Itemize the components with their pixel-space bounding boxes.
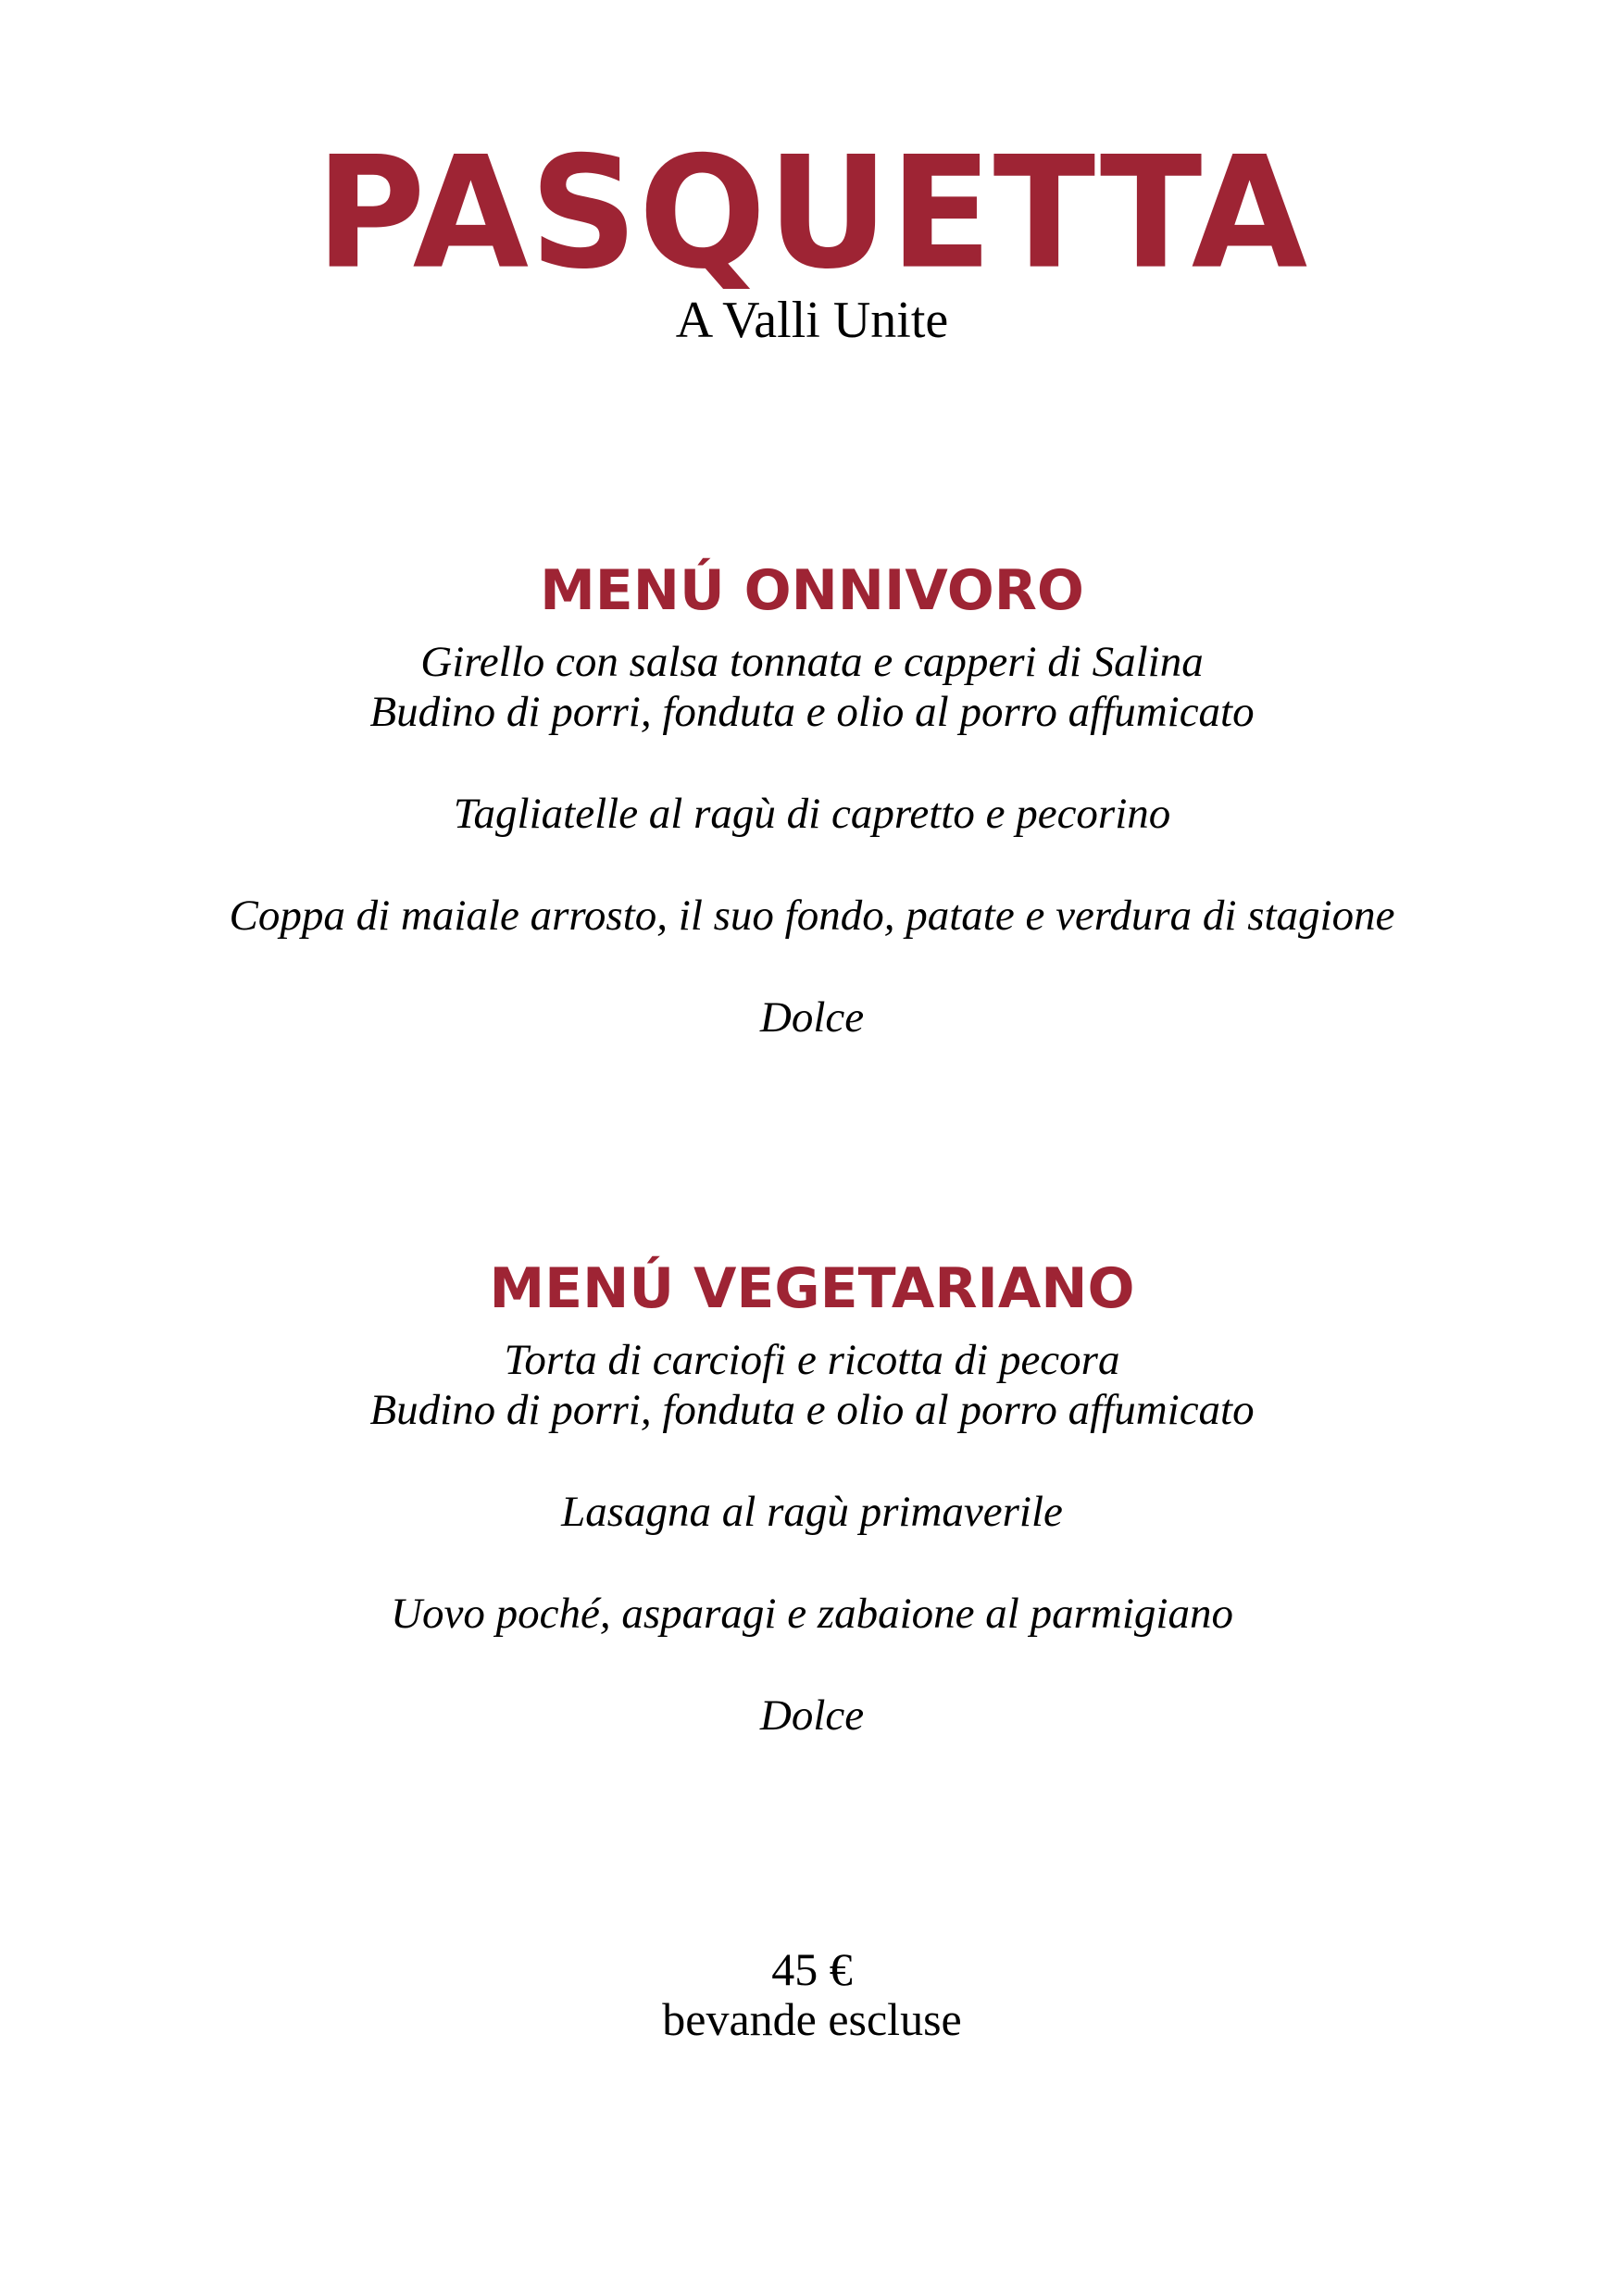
page-title: PASQUETTA	[315, 124, 1309, 304]
dish-item: Lasagna al ragù primaverile	[561, 1488, 1063, 1536]
section-heading-vegetariano: MENÚ VEGETARIANO	[489, 1256, 1135, 1321]
dish-item: Torta di carciofi e ricotta di pecora	[504, 1336, 1120, 1384]
page-subtitle: A Valli Unite	[675, 292, 949, 349]
dish-item: Girello con salsa tonnata e capperi di Salina	[420, 638, 1204, 686]
price: 45 €	[771, 1943, 853, 1995]
dish-item: Dolce	[759, 993, 865, 1042]
dish-item: Uovo poché, asparagi e zabaione al parmigiano	[391, 1590, 1233, 1638]
dish-item: Coppa di maiale arrosto, il suo fondo, patate e verdura di stagione	[229, 892, 1395, 940]
dish-item: Dolce	[759, 1691, 865, 1740]
price-note: bevande escluse	[662, 1993, 962, 2045]
dish-item: Budino di porri, fonduta e olio al porro affumicato	[369, 688, 1255, 736]
dish-item: Tagliatelle al ragù di capretto e pecorino	[453, 790, 1171, 838]
dish-item: Budino di porri, fonduta e olio al porro affumicato	[369, 1386, 1255, 1434]
section-heading-onnivoro: MENÚ ONNIVORO	[540, 558, 1084, 623]
